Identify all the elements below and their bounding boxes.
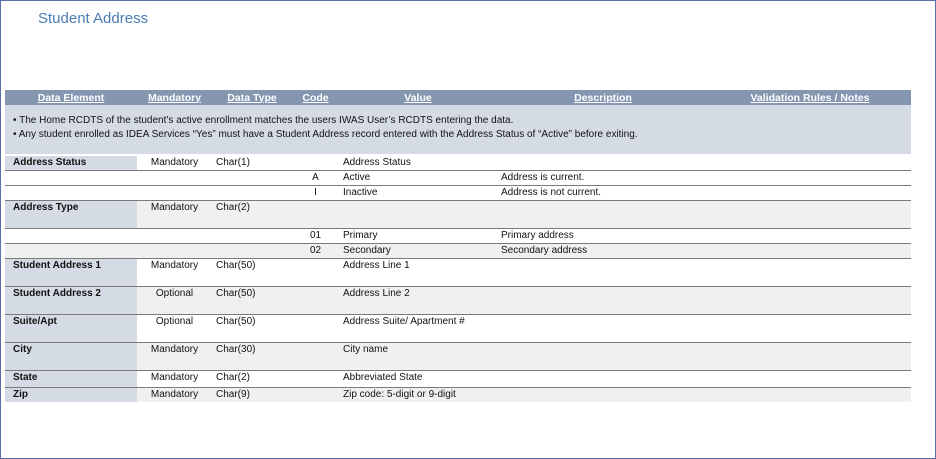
cell-name: City — [5, 343, 137, 371]
table-row — [5, 244, 911, 259]
cell-description — [497, 343, 709, 371]
cell-code — [292, 371, 339, 388]
cell-mandatory: Mandatory — [137, 201, 212, 229]
cell-code — [292, 287, 339, 315]
cell-code — [292, 315, 339, 343]
cell-code — [292, 388, 339, 403]
cell-code: I — [292, 186, 339, 201]
cell-value: Address Status — [339, 155, 497, 171]
cell-value: Secondary — [339, 244, 497, 259]
header-data-element: Data Element — [5, 90, 137, 105]
cell-type: Char(2) — [212, 201, 292, 229]
cell-value: Address Suite/ Apartment # — [339, 315, 497, 343]
cell-name: Student Address 1 — [5, 259, 137, 287]
cell-mandatory: Mandatory — [137, 259, 212, 287]
table-row — [5, 229, 911, 244]
cell-name — [5, 244, 137, 259]
cell-mandatory: Mandatory — [137, 343, 212, 371]
header-data-type: Data Type — [212, 90, 292, 105]
cell-description — [497, 155, 709, 171]
cell-type: Char(50) — [212, 287, 292, 315]
cell-name — [5, 171, 137, 186]
table-row — [5, 371, 911, 388]
header-description: Description — [497, 90, 709, 105]
table-row — [5, 388, 911, 403]
cell-value: City name — [339, 343, 497, 371]
cell-notes — [709, 371, 911, 388]
cell-type: Char(50) — [212, 315, 292, 343]
header-mandatory: Mandatory — [137, 90, 212, 105]
table-row — [5, 201, 911, 229]
cell-code — [292, 201, 339, 229]
cell-description — [497, 388, 709, 403]
cell-name: Student Address 2 — [5, 287, 137, 315]
cell-value: Address Line 2 — [339, 287, 497, 315]
cell-code: 02 — [292, 244, 339, 259]
cell-mandatory: Mandatory — [137, 388, 212, 403]
cell-mandatory — [137, 171, 212, 186]
cell-type — [212, 186, 292, 201]
cell-type: Char(2) — [212, 371, 292, 388]
table-row — [5, 171, 911, 186]
cell-code — [292, 343, 339, 371]
cell-description — [497, 287, 709, 315]
cell-value: Inactive — [339, 186, 497, 201]
cell-description: Secondary address — [497, 244, 709, 259]
cell-description — [497, 259, 709, 287]
cell-description — [497, 201, 709, 229]
cell-mandatory: Mandatory — [137, 371, 212, 388]
table-row — [5, 315, 911, 343]
cell-mandatory: Optional — [137, 315, 212, 343]
cell-type — [212, 229, 292, 244]
cell-type: Char(30) — [212, 343, 292, 371]
cell-notes — [709, 201, 911, 229]
cell-name: Zip — [5, 388, 137, 403]
header-value: Value — [339, 90, 497, 105]
cell-notes — [709, 171, 911, 186]
cell-description: Address is not current. — [497, 186, 709, 201]
cell-notes — [709, 287, 911, 315]
note-item: • Any student enrolled as IDEA Services “Yes” must have a Student Address record entered with the Address Status of “Active” before exiting. — [13, 129, 638, 140]
cell-mandatory — [137, 229, 212, 244]
cell-notes — [709, 259, 911, 287]
cell-value: Primary — [339, 229, 497, 244]
cell-name: Address Status — [5, 155, 137, 171]
notes-cell — [5, 105, 911, 155]
cell-type: Char(9) — [212, 388, 292, 403]
table-header-row — [5, 90, 911, 105]
cell-name — [5, 229, 137, 244]
cell-value: Abbreviated State — [339, 371, 497, 388]
header-validation-notes: Validation Rules / Notes — [709, 90, 911, 105]
cell-notes — [709, 186, 911, 201]
cell-notes — [709, 343, 911, 371]
cell-value — [339, 201, 497, 229]
cell-description — [497, 315, 709, 343]
table-row — [5, 287, 911, 315]
cell-name: Suite/Apt — [5, 315, 137, 343]
cell-description: Address is current. — [497, 171, 709, 186]
note-item: • The Home RCDTS of the student’s active enrollment matches the users IWAS User’s RCDTS entering the data. — [13, 115, 514, 126]
notes-row — [5, 105, 911, 155]
cell-notes — [709, 229, 911, 244]
table-row — [5, 343, 911, 371]
cell-code — [292, 155, 339, 171]
cell-value: Zip code: 5-digit or 9-digit — [339, 388, 497, 403]
cell-notes — [709, 244, 911, 259]
cell-notes — [709, 315, 911, 343]
table-row — [5, 259, 911, 287]
cell-type — [212, 171, 292, 186]
cell-value: Address Line 1 — [339, 259, 497, 287]
cell-code — [292, 259, 339, 287]
header-code: Code — [292, 90, 339, 105]
data-elements-table — [5, 90, 911, 402]
table-row — [5, 155, 911, 171]
cell-type — [212, 244, 292, 259]
cell-name: State — [5, 371, 137, 388]
cell-notes — [709, 388, 911, 403]
table-row — [5, 186, 911, 201]
cell-code: A — [292, 171, 339, 186]
cell-description — [497, 371, 709, 388]
cell-mandatory — [137, 186, 212, 201]
cell-type: Char(50) — [212, 259, 292, 287]
cell-mandatory: Mandatory — [137, 155, 212, 171]
cell-value: Active — [339, 171, 497, 186]
cell-code: 01 — [292, 229, 339, 244]
cell-mandatory — [137, 244, 212, 259]
cell-mandatory: Optional — [137, 287, 212, 315]
cell-description: Primary address — [497, 229, 709, 244]
cell-name: Address Type — [5, 201, 137, 229]
cell-notes — [709, 155, 911, 171]
cell-type: Char(1) — [212, 155, 292, 171]
cell-name — [5, 186, 137, 201]
page-title: Student Address — [38, 10, 149, 27]
